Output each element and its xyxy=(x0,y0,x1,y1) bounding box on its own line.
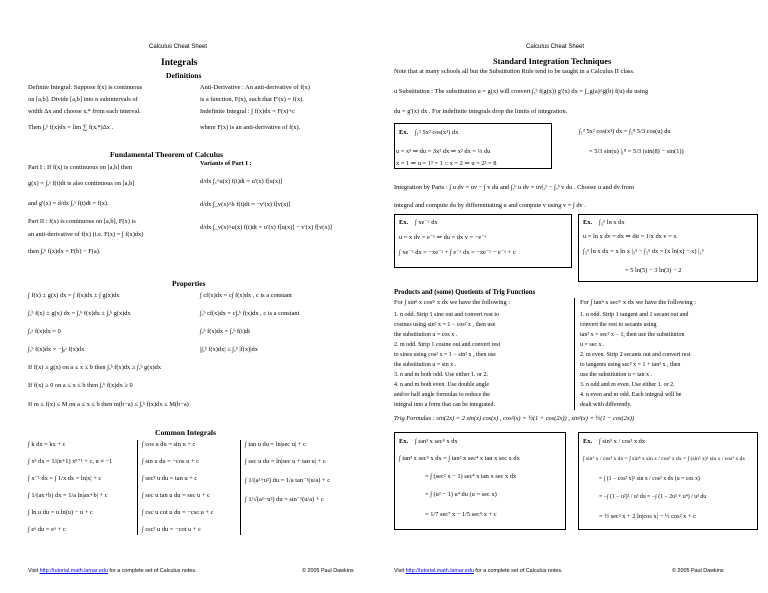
trig-line: to sines using cos² x = 1 − sin² x , then use xyxy=(394,352,496,358)
definition-line: Definite Integral: Suppose f(x) is continuous xyxy=(28,84,143,91)
integral-formula: ∫ 1/(ax+b) dx = 1/a ln|ax+b| + c xyxy=(28,492,108,499)
variant-line: d/dx ∫ₐ^u(x) f(t)dt = u′(x) f[u(x)] xyxy=(200,178,283,185)
example-line: ∫ sin⁵ x / cos³ x dx xyxy=(599,438,646,445)
integral-formula: ∫ 1/√(a²−u²) du = sin⁻¹(u/a) + c xyxy=(245,496,324,503)
integral-formula: ∫ sec u du = ln|sec u + tan u| + c xyxy=(245,458,326,465)
example-line: ∫ tan³ x sec⁵ x dx xyxy=(415,438,458,445)
property-line: ∫ₐᵇ cf(x)dx = c∫ₐᵇ f(x)dx , c is a constant xyxy=(200,310,300,317)
example-line: = ∫ (sec² x − 1) sec⁴ x tan x sec x dx xyxy=(425,473,517,480)
footer-copyright: © 2005 Paul Dawkins xyxy=(302,568,354,574)
trig-line: 2. m even. Strip 2 secants out and convert rest xyxy=(580,352,691,358)
trig-line: convert the rest to secants using xyxy=(580,322,657,328)
footer-link[interactable]: http://tutorial.math.lamar.edu xyxy=(405,568,474,574)
footer-note xyxy=(394,568,563,574)
example-line: = ∫ (1 − cos² x)² sin x / cos³ x dx (u = cos x) xyxy=(599,476,700,482)
intro-note: Note that at many schools all but the Substitution Rule tend to be taught in a Calculus II class. xyxy=(394,68,635,75)
page-title: Integrals xyxy=(161,58,198,68)
example-line: = 1/7 sec⁷ x − 1/5 sec⁵ x + c xyxy=(425,511,497,518)
example-line: = 5 ln(5) − 3 ln(3) − 2 xyxy=(625,267,682,274)
trig-line: dealt with differently. xyxy=(580,402,632,408)
example-line: ∫₁² 5x² cos(x³) dx xyxy=(415,129,459,136)
definitions-heading: Definitions xyxy=(166,71,202,80)
example-line: ∫ tan³ x sec⁵ x dx = ∫ tan² x sec⁴ x tan x sec x dx xyxy=(399,455,520,462)
property-line: ∫ₐᵇ f(x)dx = ∫ₐᵇ f(t)dt xyxy=(200,328,251,335)
variant-line: d/dx ∫_v(x)^b f(t)dt = −v′(x) f[v(x)] xyxy=(200,201,291,208)
integral-formula: ∫ xⁿ dx = 1/(n+1) xⁿ⁺¹ + c, n ≠ −1 xyxy=(28,458,113,465)
example-line: = ∫ (u² − 1) u⁴ du (u = sec x) xyxy=(425,491,497,498)
trig-formulas: Trig Formulas : sin(2x) = 2 sin(x) cos(x) , cos²(x) = ½(1 + cos(2x)) , sin²(x) = ½(1 − cos(2x)) xyxy=(394,415,634,422)
example-line: x = 1 ⇒ u = 1³ = 1 :: x = 2 ⇒ u = 2³ = 8 xyxy=(396,160,497,167)
ftc-line: Part II : f(x) is continuous on [a,b], F(x) is xyxy=(28,218,136,225)
trig-heading: Products and (some) Quotients of Trig Functions xyxy=(394,289,536,296)
example-line: ∫ xe⁻ˣ dx xyxy=(415,219,438,226)
property-line: If m ≤ f(x) ≤ M on a ≤ x ≤ b then m(b−a) ≤ ∫ₐᵇ f(x)dx ≤ M(b−a) xyxy=(28,401,189,408)
example-label: Ex. xyxy=(583,219,593,226)
parts-line: Integration by Parts : ∫ u dv = uv − ∫ v du and ∫ₐᵇ u dv = uv|ₐᵇ − ∫ₐᵇ v du . Choose u and dv from xyxy=(394,184,634,191)
column-divider xyxy=(240,440,241,535)
example-line: = 5/3 sin(u) |₁⁸ = 5/3 (sin(8) − sin(1)) xyxy=(589,148,684,155)
integral-formula: ∫ k dx = kx + c xyxy=(28,441,66,448)
trig-line: to tangents using sec² x = 1 + tan² x , then xyxy=(580,362,681,368)
property-line: ∫ f(x) ± g(x) dx = ∫ f(x)dx ± ∫ g(x)dx xyxy=(28,292,120,299)
footer-copyright: © 2005 Paul Dawkins xyxy=(672,568,724,574)
footer-text: Visit xyxy=(394,568,406,574)
antiderivative-line: Anti-Derivative : An anti-derivative of f(x) xyxy=(200,84,310,91)
trig-line: 3. n and m both odd. Use either 1. or 2. xyxy=(394,372,488,378)
page-title: Standard Integration Techniques xyxy=(493,57,612,66)
example-label: Ex. xyxy=(399,129,409,136)
antiderivative-line: is a function, F(x), such that F′(x) = f(x). xyxy=(200,96,304,103)
usub-line: du = g′(x) dx . For indefinite integrals drop the limits of integration. xyxy=(394,108,568,115)
antiderivative-line: where F(x) is an anti-derivative of f(x). xyxy=(200,124,301,131)
definition-line: width Δx and choose xᵢ* from each interval. xyxy=(28,108,141,115)
ftc-line: g(x) = ∫ₐˣ f(t)dt is also continuous on [a,b] xyxy=(28,180,135,187)
usub-line: u Substitution : The substitution u = g(x) will convert ∫ₐᵇ f(g(x)) g′(x) dx = ∫_g(a)^g(b) f(u) du using xyxy=(394,88,649,95)
variant-line: d/dx ∫_v(x)^u(x) f(t)dt = u′(x) f[u(x)] − v′(x) f[v(x)] xyxy=(200,224,332,231)
integral-formula: ∫ tan u du = ln|sec u| + c xyxy=(245,441,306,448)
trig-line: 4. n even and m odd. Each integral will be xyxy=(580,392,682,398)
footer-link[interactable]: http://tutorial.math.lamar.edu xyxy=(39,568,108,574)
property-line: ∫ₐᵇ f(x) ± g(x) dx = ∫ₐᵇ f(x)dx ± ∫ₐᵇ g(x)dx xyxy=(28,310,131,317)
property-line: ∫ₐᵃ f(x)dx = 0 xyxy=(28,328,61,335)
ftc-heading: Fundamental Theorem of Calculus xyxy=(110,150,224,159)
example-line: ∫ sin⁵ x / cos³ x dx = ∫ sin⁴ x sin x / cos³ x dx = ∫ (sin² x)² sin x / cos³ x dx xyxy=(583,456,746,462)
page-header: Calculus Cheat Sheet xyxy=(526,44,585,50)
integral-formula: ∫ eᵘ du = eᵘ + c xyxy=(28,526,66,533)
ftc-line: Part I : If f(x) is continuous on [a,b] then xyxy=(28,164,133,171)
ftc-line: and g′(x) = d/dx ∫ₐˣ f(t)dt = f(x). xyxy=(28,200,109,207)
property-line: ∫ cf(x)dx = c∫ f(x)dx , c is a constant xyxy=(200,292,292,299)
variants-heading: Variants of Part I : xyxy=(200,160,252,167)
trig-line: tan² x = sec² x − 1, then use the substitution xyxy=(580,332,685,338)
example-line: u = x dv = e⁻ˣ ⇒ du = dx v = −e⁻ˣ xyxy=(399,234,487,241)
example-line: = ½ sec² x + 2 ln|cos x| − ½ cos² x + c xyxy=(599,513,696,520)
example-label: Ex. xyxy=(399,219,409,226)
trig-line: integral into a form that can be integrated. xyxy=(394,402,495,408)
definition-line: Then ∫ₐᵇ f(x)dx = lim ∑ f(xᵢ*)Δx . xyxy=(28,124,114,131)
trig-line: 4. n and m both even. Use double angle xyxy=(394,382,489,388)
trig-example-box xyxy=(394,432,566,530)
column-divider xyxy=(574,298,575,410)
footer-text: for a complete set of Calculus notes. xyxy=(107,568,197,574)
integral-formula: ∫ csc u cot u du = −csc u + c xyxy=(142,509,214,516)
integral-formula: ∫ 1/(a²+u²) du = 1/a tan⁻¹(u/a) + c xyxy=(245,477,331,484)
properties-heading: Properties xyxy=(172,279,206,288)
trig-line: the substitution u = sin x . xyxy=(394,362,457,368)
trig-line: For ∫ tanⁿ x secᵐ x dx we have the following : xyxy=(580,299,697,306)
example-label: Ex. xyxy=(583,438,593,445)
parts-line: integral and compute du by differentiating u and compute v using v = ∫ dv . xyxy=(394,202,586,209)
trig-line: cosines using sin² x = 1 − cos² x , then use xyxy=(394,322,496,328)
example-line: = −∫ (1 − u²)² / u³ du = −∫ (1 − 2u² + u⁴) / u³ du xyxy=(599,494,707,500)
ftc-line: then ∫ₐᵇ f(x)dx = F(b) − F(a). xyxy=(28,248,101,255)
trig-line: 3. n odd and m even. Use either 1. or 2. xyxy=(580,382,675,388)
example-line: ∫ xe⁻ˣ dx = −xe⁻ˣ + ∫ e⁻ˣ dx = −xe⁻ˣ − e⁻ˣ + c xyxy=(399,249,516,256)
common-integrals-heading: Common Integrals xyxy=(155,428,216,437)
antiderivative-line: Indefinite Integral : ∫ f(x)dx = F(x)+c xyxy=(200,108,295,115)
integral-formula: ∫ sec u tan u du = sec u + c xyxy=(142,492,210,499)
trig-line: u = sec x . xyxy=(580,342,605,348)
trig-line: the substitution u = cos x . xyxy=(394,332,458,338)
trig-line: 1. n odd. Strip 1 tangent and 1 secant out and xyxy=(580,312,689,318)
footer-note xyxy=(28,568,197,574)
example-line: ∫₃⁵ ln x dx = x ln x |₃⁵ − ∫₃⁵ dx = (x ln(x) − x) |₃⁵ xyxy=(583,248,704,255)
example-line: u = ln x dv = dx ⇒ du = 1/x dx v = x xyxy=(583,233,677,240)
example-line: ∫₁² 5x² cos(x³) dx = ∫₁⁸ 5/3 cos(u) du xyxy=(579,128,671,135)
integral-formula: ∫ sin u du = −cos u + c xyxy=(142,458,199,465)
trig-line: 1. n odd. Strip 1 sine out and convert rest to xyxy=(394,312,499,318)
integral-formula: ∫ csc² u du = −cot u + c xyxy=(142,526,201,533)
trig-line: For ∫ sinⁿ x cosᵐ x dx we have the following : xyxy=(394,299,511,306)
property-line: |∫ₐᵇ f(x)dx| ≤ ∫ₐᵇ |f(x)|dx xyxy=(200,346,258,353)
integral-formula: ∫ ln u du = u ln(u) − u + c xyxy=(28,509,93,516)
ftc-line: an anti-derivative of f(x) (i.e. F(x) = ∫ f(x)dx) xyxy=(28,231,144,238)
property-line: If f(x) ≥ g(x) on a ≤ x ≤ b then ∫ₐᵇ f(x)dx ≥ ∫ₐᵇ g(x)dx xyxy=(28,364,162,371)
property-line: ∫ₐᵇ f(x)dx = −∫ᵦᵃ f(x)dx xyxy=(28,346,85,353)
example-line: ∫₃⁵ ln x dx xyxy=(599,219,625,226)
integral-formula: ∫ x⁻¹ dx = ∫ 1/x dx = ln|x| + c xyxy=(28,475,102,482)
right-page xyxy=(384,0,768,593)
integral-formula: ∫ cos u du = sin u + c xyxy=(142,441,196,448)
example-label: Ex. xyxy=(399,438,409,445)
integral-formula: ∫ sec² u du = tan u + c xyxy=(142,475,198,482)
example-line: u = x³ ⇒ du = 3x² dx ⇒ x² dx = ⅓ du xyxy=(396,148,491,155)
page-header: Calculus Cheat Sheet xyxy=(149,44,208,50)
trig-line: 2. m odd. Strip 1 cosine out and convert rest xyxy=(394,342,501,348)
trig-line: and/or half angle formulas to reduce the xyxy=(394,392,490,398)
trig-example-box xyxy=(578,432,758,530)
footer-text: Visit xyxy=(28,568,40,574)
parts-example-box xyxy=(394,214,572,268)
property-line: If f(x) ≥ 0 on a ≤ x ≤ b then ∫ₐᵇ f(x)dx ≥ 0 xyxy=(28,382,133,389)
definition-line: on [a,b]. Divide [a,b] into n subintervals of xyxy=(28,96,138,103)
column-divider xyxy=(137,440,138,535)
footer-text: for a complete set of Calculus notes. xyxy=(473,568,563,574)
parts-example-box xyxy=(578,214,758,282)
trig-line: use the substitution u = tan x . xyxy=(580,372,653,378)
